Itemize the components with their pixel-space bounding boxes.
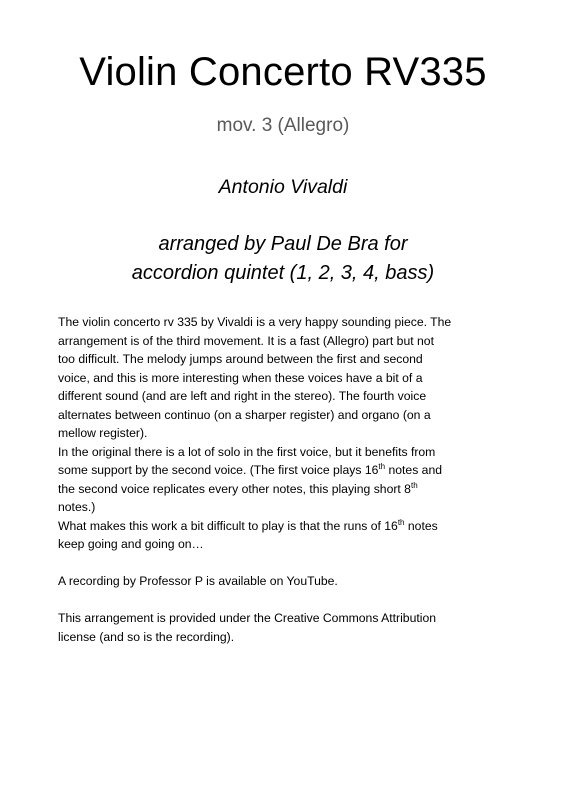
superscript: th — [397, 517, 405, 527]
composer-name: Antonio Vivaldi — [218, 176, 348, 198]
text-line: The violin concerto rv 335 by Vivaldi is a very happy sounding piece. The — [58, 315, 452, 329]
paragraph-intro — [58, 313, 528, 443]
text-line: voice, and this is more interesting when these voices have a bit of a — [58, 370, 423, 385]
text-span: the second voice replicates every other notes, this playing short 8 — [58, 481, 411, 496]
arranger-line-1: arranged by Paul De Bra for — [158, 233, 408, 255]
text-line: license (and so is the recording). — [58, 629, 235, 644]
text-line — [58, 461, 528, 480]
paragraph-gap — [58, 591, 528, 610]
text-line: too difficult. The melody jumps around between the first and second — [58, 352, 423, 366]
superscript: th — [378, 462, 386, 471]
superscript: th — [410, 480, 418, 490]
description-text — [58, 313, 528, 646]
text-line: This arrangement is provided under the Creative Commons Attribution — [58, 611, 436, 625]
paragraph-original — [58, 443, 528, 517]
arranger-credit — [0, 230, 566, 288]
paragraph-license — [58, 609, 528, 646]
text-line: keep going and going on… — [58, 537, 204, 551]
arranger-line-2: accordion quintet (1, 2, 3, 4, bass) — [131, 262, 435, 284]
text-span: What makes this work a bit difficult to play is that the runs of 16 — [58, 518, 398, 533]
paragraph-difficulty — [58, 517, 528, 554]
paragraph-recording: A recording by Professor P is available on YouTube. — [58, 574, 338, 588]
text-line: In the original there is a lot of solo in the first voice, but it benefits from — [58, 444, 436, 459]
text-line: mellow register). — [58, 426, 148, 440]
text-line: alternates between continuo (on a sharper register) and organo (on a — [58, 407, 431, 422]
paragraph-gap — [58, 554, 528, 573]
text-span: some support by the second voice. (The first voice plays 16 — [58, 463, 379, 477]
document-title: Violin Concerto RV335 — [79, 50, 487, 94]
text-span: notes and — [385, 463, 443, 477]
text-line: different sound (and are left and right in the stereo). The fourth voice — [58, 389, 427, 403]
text-line: arrangement is of the third movement. It is a fast (Allegro) part but not — [58, 333, 434, 348]
movement-subtitle: mov. 3 (Allegro) — [216, 115, 350, 136]
text-span: notes — [404, 518, 438, 533]
text-line — [58, 480, 528, 499]
text-line — [58, 517, 528, 536]
text-line: notes.) — [58, 500, 96, 514]
